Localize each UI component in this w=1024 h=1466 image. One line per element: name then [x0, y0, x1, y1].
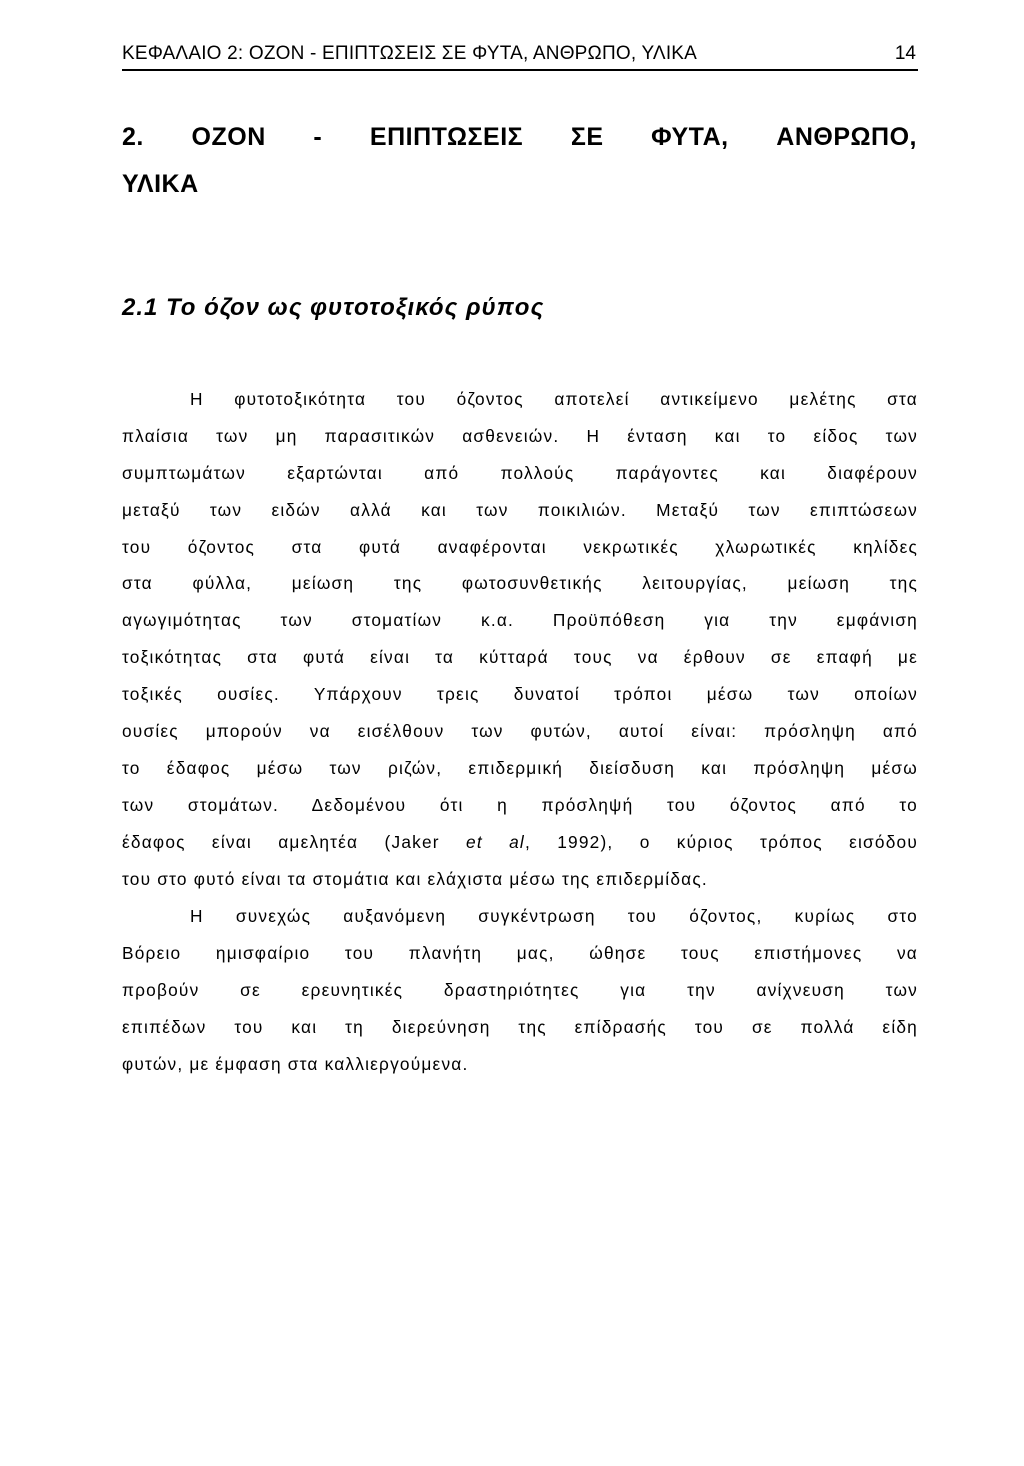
- page-header: [122, 43, 918, 71]
- chapter-word: ΦΥΤΑ,: [651, 123, 729, 151]
- text-line: ουσίες μπορούν να εισέλθουν των φυτών, αυτοί είναι: πρόσληψη από: [122, 721, 918, 742]
- text-line: επιπέδων του και τη διερεύνηση της επίδρασής του σε πολλά είδη: [122, 1016, 918, 1037]
- citation-text-before: έδαφος είναι αμελητέα (Jaker: [122, 831, 467, 852]
- text-line: συμπτωμάτων εξαρτώνται από πολλούς παράγοντες και διαφέρουν: [122, 462, 918, 483]
- section-title: 2.1 Το όζον ως φυτοτοξικός ρύπος: [122, 294, 545, 321]
- chapter-title: [122, 114, 922, 208]
- chapter-word: ΑΝΘΡΩΠΟ,: [776, 123, 917, 151]
- text-line: πλαίσια των μη παρασιτικών ασθενειών. Η ένταση και το είδος των: [122, 425, 918, 446]
- chapter-word: ΣΕ: [570, 123, 604, 151]
- paragraph-2: [122, 898, 918, 1082]
- text-line: των στομάτων. Δεδομένου ότι η πρόσληψή του όζοντος από το: [122, 794, 918, 815]
- citation-et-al: et al: [466, 831, 525, 852]
- text-line: τοξικότητας στα φυτά είναι τα κύτταρά τους να έρθουν σε επαφή με: [122, 647, 918, 668]
- page-number: 14: [894, 43, 916, 64]
- citation-text-after: , 1992), ο κύριος τρόπος εισόδου: [524, 831, 918, 852]
- text-line: προβούν σε ερευνητικές δραστηριότητες για την ανίχνευση των: [122, 979, 918, 1000]
- chapter-title-line-1: [122, 114, 917, 161]
- text-line: Η φυτοτοξικότητα του όζοντος αποτελεί αντικείμενο μελέτης στα: [190, 389, 918, 409]
- chapter-title-line-2: ΥΛΙΚΑ: [122, 170, 199, 198]
- chapter-word: -: [313, 123, 323, 151]
- text-line: στα φύλλα, μείωση της φωτοσυνθετικής λειτουργίας, μείωση της: [122, 573, 918, 594]
- text-line: φυτών, με έμφαση στα καλλιεργούμενα.: [122, 1053, 469, 1074]
- chapter-word: ΕΠΙΠΤΩΣΕΙΣ: [369, 123, 524, 151]
- chapter-word: ΟΖΟΝ: [191, 123, 266, 151]
- paragraph-1: [122, 381, 918, 897]
- text-line: το έδαφος μέσω των ριζών, επιδερμική διείσδυση και πρόσληψη μέσω: [122, 757, 918, 778]
- citation-line: [122, 824, 918, 861]
- text-line: Βόρειο ημισφαίριο του πλανήτη μας, ώθησε τους επιστήμονες να: [122, 942, 918, 963]
- text-line: Η συνεχώς αυξανόμενη συγκέντρωση του όζοντος, κυρίως στο: [190, 906, 918, 926]
- text-line: του όζοντος στα φυτά αναφέρονται νεκρωτικές χλωρωτικές κηλίδες: [122, 536, 918, 557]
- text-line: αγωγιμότητας των στοματίων κ.α. Προϋπόθεση για την εμφάνιση: [122, 610, 918, 631]
- text-line: μεταξύ των ειδών αλλά και των ποικιλιών. Μεταξύ των επιπτώσεων: [122, 499, 918, 520]
- running-title: ΚΕΦΑΛΑΙΟ 2: ΟΖΟΝ - ΕΠΙΠΤΩΣΕΙΣ ΣΕ ΦΥΤΑ, ΑΝΘΡΩΠΟ, ΥΛΙΚΑ: [122, 43, 698, 64]
- chapter-number: 2.: [122, 123, 144, 151]
- text-line: του στο φυτό είναι τα στομάτια και ελάχιστα μέσω της επιδερμίδας.: [122, 868, 708, 889]
- text-line: τοξικές ουσίες. Υπάρχουν τρεις δυνατοί τρόποι μέσω των οποίων: [122, 684, 918, 705]
